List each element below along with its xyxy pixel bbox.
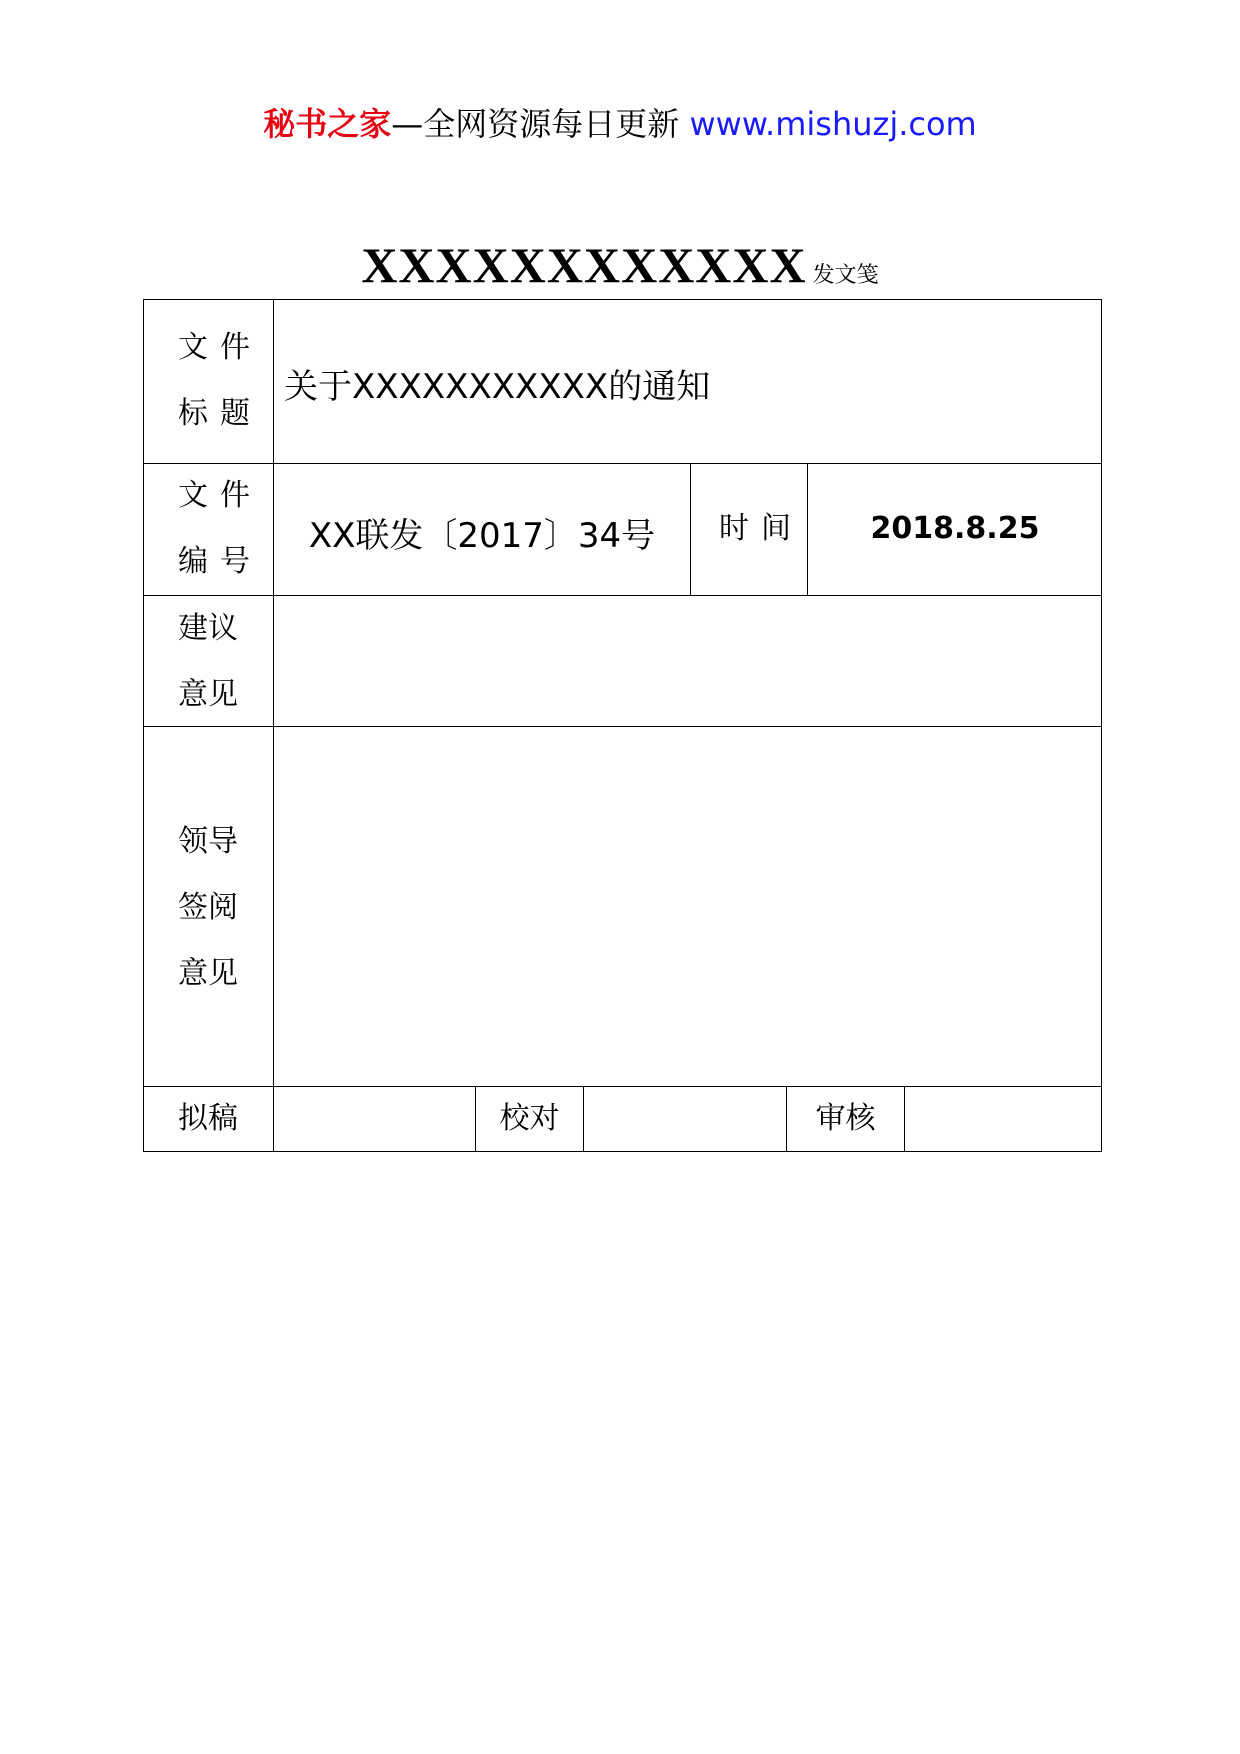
row-divider (143, 1086, 1102, 1087)
column-divider (904, 1086, 905, 1152)
review-label: 审核 (815, 1101, 876, 1136)
leader-label-line3: 意见 (178, 956, 238, 991)
header-slogan: —全网资源每日更新 (391, 105, 680, 143)
file-title-label-line1: 文件 (178, 330, 262, 365)
suggestion-label-line1: 建议 (178, 611, 238, 646)
file-title-label-line2: 标题 (178, 396, 262, 431)
document-type: 发文笺 (812, 263, 879, 288)
dispatch-form-table (143, 299, 1102, 1152)
column-divider (583, 1086, 584, 1152)
file-number-value[interactable]: XX联发〔2017〕34号 (308, 516, 656, 556)
header-url-link[interactable]: www.mishuzj.com (689, 105, 977, 143)
row-divider (143, 726, 1102, 727)
row-divider (143, 463, 1102, 464)
organization-name: XXXXXXXXXXXX (361, 237, 807, 293)
brand-name: 秘书之家 (263, 105, 392, 143)
file-number-label-line2: 编号 (178, 544, 262, 579)
file-title-value[interactable]: 关于XXXXXXXXXXX的通知 (284, 367, 711, 407)
file-number-label-line1: 文件 (178, 478, 262, 513)
suggestion-label-line2: 意见 (178, 677, 238, 712)
leader-label-line2: 签阅 (178, 890, 238, 925)
row-divider (143, 595, 1102, 596)
proofread-label: 校对 (499, 1101, 560, 1136)
page-header (0, 100, 1240, 148)
leader-label-line1: 领导 (178, 824, 238, 859)
document-title (0, 236, 1240, 294)
draft-label: 拟稿 (178, 1101, 238, 1136)
time-value[interactable]: 2018.8.25 (870, 511, 1040, 546)
time-label: 时间 (719, 511, 803, 546)
